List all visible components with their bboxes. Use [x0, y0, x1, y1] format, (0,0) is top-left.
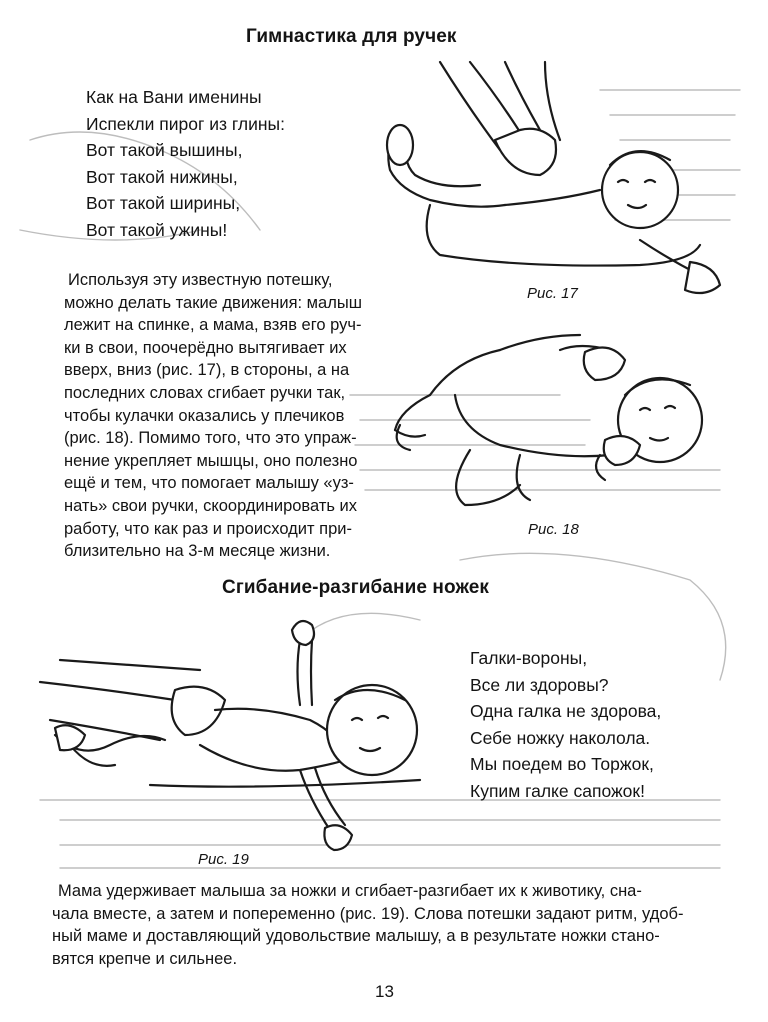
figure-19-illustration: [40, 621, 420, 850]
page-number: 13: [375, 982, 394, 1001]
section2-poem: [470, 645, 661, 804]
section1-paragraph: [64, 269, 362, 563]
paragraph-line: Мама удерживает малыша за ножки и сгибает-разгибает их к животику, сна-: [58, 882, 642, 900]
poem-line: Все ли здоровы?: [470, 674, 609, 695]
poem-line: Вот такой ширины,: [86, 193, 241, 213]
poem-line: Испекли пирог из глины:: [86, 113, 285, 134]
paragraph-line: можно делать такие движения: малыш: [64, 293, 362, 312]
paragraph-line: нение укрепляет мышцы, оно полезно: [64, 451, 358, 470]
poem-line: Купим галке сапожок!: [470, 780, 645, 801]
poem-line: Как на Вани именины: [86, 87, 262, 107]
poem-line: Одна галка не здорова,: [470, 701, 662, 721]
paragraph-line: (рис. 18). Помимо того, что это упраж-: [64, 429, 357, 448]
paragraph-line: чтобы кулачки оказались у плечиков: [64, 406, 345, 425]
figure-19-caption: Рис. 19: [198, 851, 249, 868]
paragraph-line: ный маме и доставляющий удовольствие малышу, а в результате ножки стано-: [52, 927, 660, 946]
paragraph-line: вверх, вниз (рис. 17), в стороны, а на: [64, 361, 350, 380]
paragraph-line: Используя эту известную потешку,: [68, 271, 333, 289]
paragraph-line: ки в свои, поочерёдно вытягивает их: [64, 338, 347, 357]
figure-18-caption: Рис. 18: [528, 521, 579, 538]
section1-title: Гимнастика для ручек: [246, 26, 457, 47]
figure-17-caption: Рис. 17: [527, 285, 578, 302]
paragraph-line: близительно на 3-м месяце жизни.: [64, 542, 331, 561]
poem-line: Мы поедем во Торжок,: [470, 754, 654, 774]
poem-line: Вот такой нижины,: [86, 166, 238, 187]
section2-title: Сгибание-разгибание ножек: [222, 577, 490, 598]
poem-line: Галки-вороны,: [470, 648, 588, 668]
section1-poem: [86, 84, 285, 243]
paragraph-line: чала вместе, а затем и попеременно (рис. 19). Слова потешки задают ритм, удоб-: [52, 904, 684, 923]
paragraph-line: лежит на спинке, а мама, взяв его руч-: [64, 316, 362, 335]
paragraph-line: ещё и тем, что помогает малышу «уз-: [64, 474, 354, 493]
paragraph-line: последних словах сгибает ручки так,: [64, 383, 346, 402]
paragraph-line: нать» свои ручки, скоординировать их: [64, 496, 358, 515]
poem-line: Вот такой ужины!: [86, 219, 228, 240]
paragraph-line: вятся крепче и сильнее.: [52, 949, 238, 968]
figure-17-illustration: [387, 62, 720, 293]
poem-line: Себе ножку наколола.: [470, 727, 651, 748]
section2-paragraph: [52, 880, 683, 970]
paragraph-line: работу, что как раз и происходит при-: [64, 519, 352, 538]
poem-line: Вот такой вышины,: [86, 140, 243, 160]
